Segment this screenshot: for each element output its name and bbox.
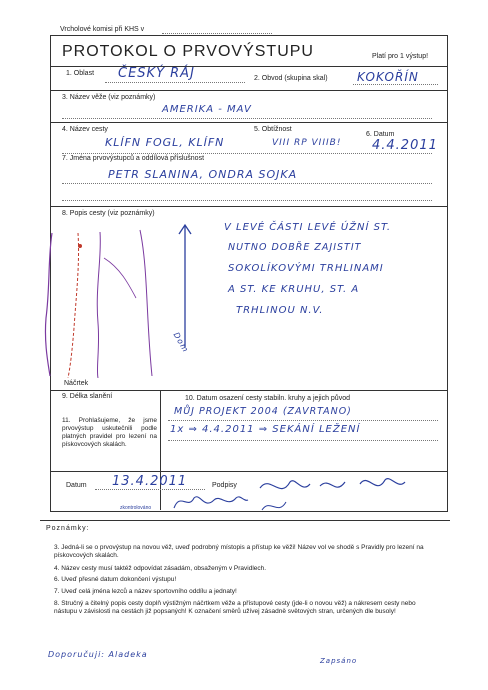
footer-recorded: Zapsáno	[320, 657, 358, 665]
field-8-label: 8. Popis cesty (viz poznámky)	[62, 210, 155, 217]
field-3-label: 3. Název věže (viz poznámky)	[62, 94, 156, 101]
route-sketch	[40, 228, 162, 378]
route-line-1: V LEVÉ ČÁSTI LEVÉ ÚŽNÍ ST.	[224, 222, 392, 233]
note-item: 4. Název cesty musí taktéž odpovídat zásadám, obsaženým v Pravidlech.	[54, 565, 267, 572]
commission-label: Vrcholové komisi při KHS v	[60, 26, 145, 33]
field-7-value: PETR SLANINA, ONDRA SOJKA	[108, 168, 298, 181]
route-line-4: A ST. KE KRUHU, ST. A	[228, 284, 360, 295]
page-title: PROTOKOL O PRVOVÝSTUPU	[62, 43, 314, 60]
field-4-label: 4. Název cesty	[62, 126, 108, 133]
arrow-icon	[160, 222, 220, 355]
note-item: 8. Stručný a čitelný popis cesty doplň výstižným náčrtkem věže a přístupové cesty (jde-li o novou věž) a nákresem cesty nebo nástupu v závislosti na cestách již popsaných! K označení směrů užívej zásadně světových stran, určených dle busoly!	[54, 600, 416, 615]
field-1-line	[105, 82, 245, 83]
field-7-line-2	[62, 200, 432, 201]
field-10-value-1: MŮJ PROJEKT 2004 (ZAVRTANO)	[174, 406, 352, 417]
signature-2-image	[170, 490, 250, 515]
field-4-line	[62, 153, 432, 154]
validity-note: Platí pro 1 výstup!	[372, 53, 429, 60]
field-2-label: 2. Obvod (skupina skal)	[254, 75, 328, 82]
route-line-3: SOKOLÍKOVÝMI TRHLINAMI	[228, 263, 384, 274]
field-1-label: 1. Oblast	[66, 70, 95, 77]
row-divider	[50, 206, 448, 207]
field-5-value: VIII RP VIIIB!	[272, 138, 342, 148]
signature-label: Podpisy	[212, 482, 237, 489]
signature-image	[250, 470, 450, 518]
date-value: 13.4.2011	[112, 474, 188, 489]
note-item: 7. Uveď celá jména lezců a název sportovního oddílu a jednaty!	[54, 588, 237, 595]
footer-recommendation: Doporučuji: Aladeka	[48, 650, 148, 659]
field-2-value: KOKOŘÍN	[357, 70, 419, 84]
date-label: Datum	[66, 482, 87, 489]
sketch-label: Náčrtek	[64, 380, 89, 387]
commission-line	[162, 33, 272, 34]
field-2-line	[353, 84, 438, 85]
row-divider	[50, 390, 448, 391]
column-divider	[160, 390, 161, 510]
row-divider	[50, 66, 448, 67]
field-9-label: 9. Délka slanění	[62, 393, 113, 400]
route-line-2: NUTNO DOBŘE ZAJISTIT	[228, 242, 362, 253]
row-divider	[50, 90, 448, 91]
field-7-label: 7. Jména prvovýstupců a oddílová příslušnost	[62, 155, 205, 162]
declaration-text: 11. Prohlašujeme, že jsme prvovýstup uskutečnili podle platných pravidel pro lezení na pískovcových skalách.	[62, 417, 157, 448]
notes-divider	[40, 520, 450, 521]
field-3-line	[62, 118, 432, 119]
field-10-value-2: 1x ⇒ 4.4.2011 ⇒ SEKÁNÍ LEŽENÍ	[170, 424, 361, 435]
note-item: 6. Uveď přesné datum dokončení výstupu!	[54, 576, 177, 583]
route-line-5: TRHLINOU N.V.	[236, 305, 324, 316]
field-10-label: 10. Datum osazení cesty stabiln. kruhy a jejich původ	[185, 395, 350, 402]
field-10-line	[168, 420, 438, 421]
field-7-line	[62, 183, 432, 184]
field-6-label: 6. Datum	[366, 131, 395, 138]
field-5-label: 5. Obtížnost	[254, 126, 292, 133]
field-3-value: AMERIKA - MAV	[162, 104, 252, 115]
check-note: zkontrolováno	[120, 505, 152, 511]
field-4-value: KLÍFN FOGL, KLÍFN	[105, 136, 225, 149]
notes-heading: Poznámky:	[46, 525, 90, 532]
sketch-note: Dom	[171, 330, 191, 355]
note-item: 3. Jedná-li se o prvovýstup na novou věž, uveď podrobný místopis a přístup ke věži! Název vol ve shodě s Pravidly pro lezení na pískovcových skalách.	[54, 544, 424, 559]
row-divider	[50, 122, 448, 123]
field-10-line-2	[168, 440, 438, 441]
field-6-value: 4.4.2011	[372, 138, 438, 153]
field-1-value: ČESKÝ RÁJ	[118, 66, 195, 81]
